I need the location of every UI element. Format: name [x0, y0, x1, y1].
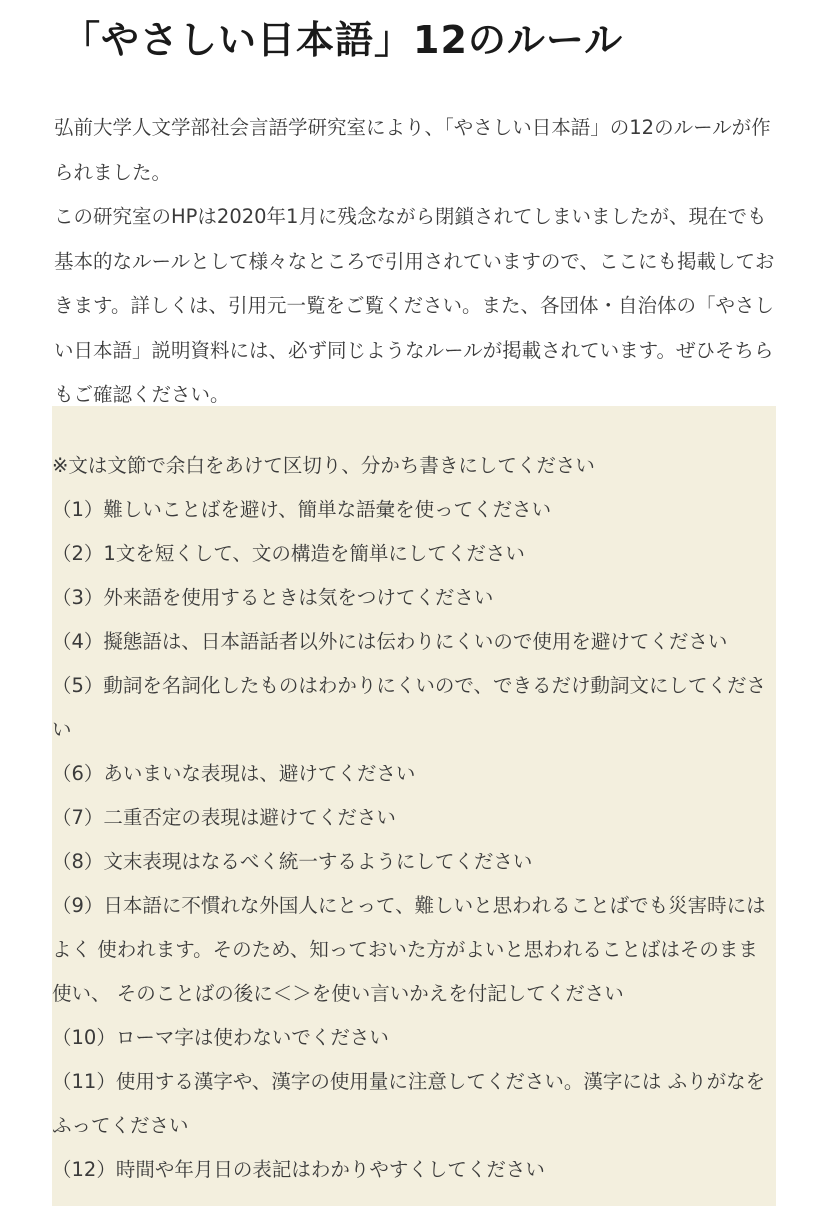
rule-item-11: （11）使用する漢字や、漢字の使用量に注意してください。漢字には ふりがなをふってください [52, 1070, 766, 1137]
intro-paragraph-2: この研究室のHPは2020年1月に残念ながら閉鎖されてしまいましたが、現在でも基本的なルールとして様々なところで引用されていますので、ここにも掲載しておきます。詳しくは、引用元一覧をご覧ください。また、各団体・自治体の「やさしい日本語」説明資料には、必ず同じようなルールが掲載されています。ぜひそちらもご確認ください。 [54, 205, 775, 406]
intro-paragraph-1: 弘前大学人文学部社会言語学研究室により、「やさしい日本語」の12のルールが作られました。 [54, 116, 771, 184]
rule-item-3: （3）外来語を使用するときは気をつけてください [52, 586, 494, 609]
rule-item-1: （1）難しいことばを避け、簡単な語彙を使ってください [52, 498, 552, 521]
rule-item-5: （5）動詞を名詞化したものはわかりにくいので、できるだけ動詞文にしてください [52, 674, 767, 741]
rule-item-8: （8）文末表現はなるべく統一するようにしてください [52, 850, 533, 873]
page-title: 「やさしい日本語」12のルール [62, 18, 624, 62]
rule-item-2: （2）1文を短くして、文の構造を簡単にしてください [52, 542, 525, 565]
intro-section [54, 106, 776, 418]
rule-item-9: （9）日本語に不慣れな外国人にとって、難しいと思われることばでも災害時には よく 使われます。そのため、知っておいた方がよいと思われることばはそのまま使い、 そのことばの後に＜＞を使い言いかえを付記してください [52, 894, 766, 1005]
rule-item-12: （12）時間や年月日の表記はわかりやすくしてください [52, 1158, 545, 1181]
rule-item-7: （7）二重否定の表現は避けてください [52, 806, 396, 829]
rule-item-10: （10）ローマ字は使わないでください [52, 1026, 389, 1049]
rule-item-6: （6）あいまいな表現は、避けてください [52, 762, 416, 785]
rule-item-4: （4）擬態語は、日本語話者以外には伝わりにくいので使用を避けてください [52, 630, 728, 653]
rules-note: ※文は文節で余白をあけて区切り、分かち書きにしてください [52, 454, 595, 477]
rules-box [52, 406, 776, 1206]
rules-list [52, 488, 776, 1192]
